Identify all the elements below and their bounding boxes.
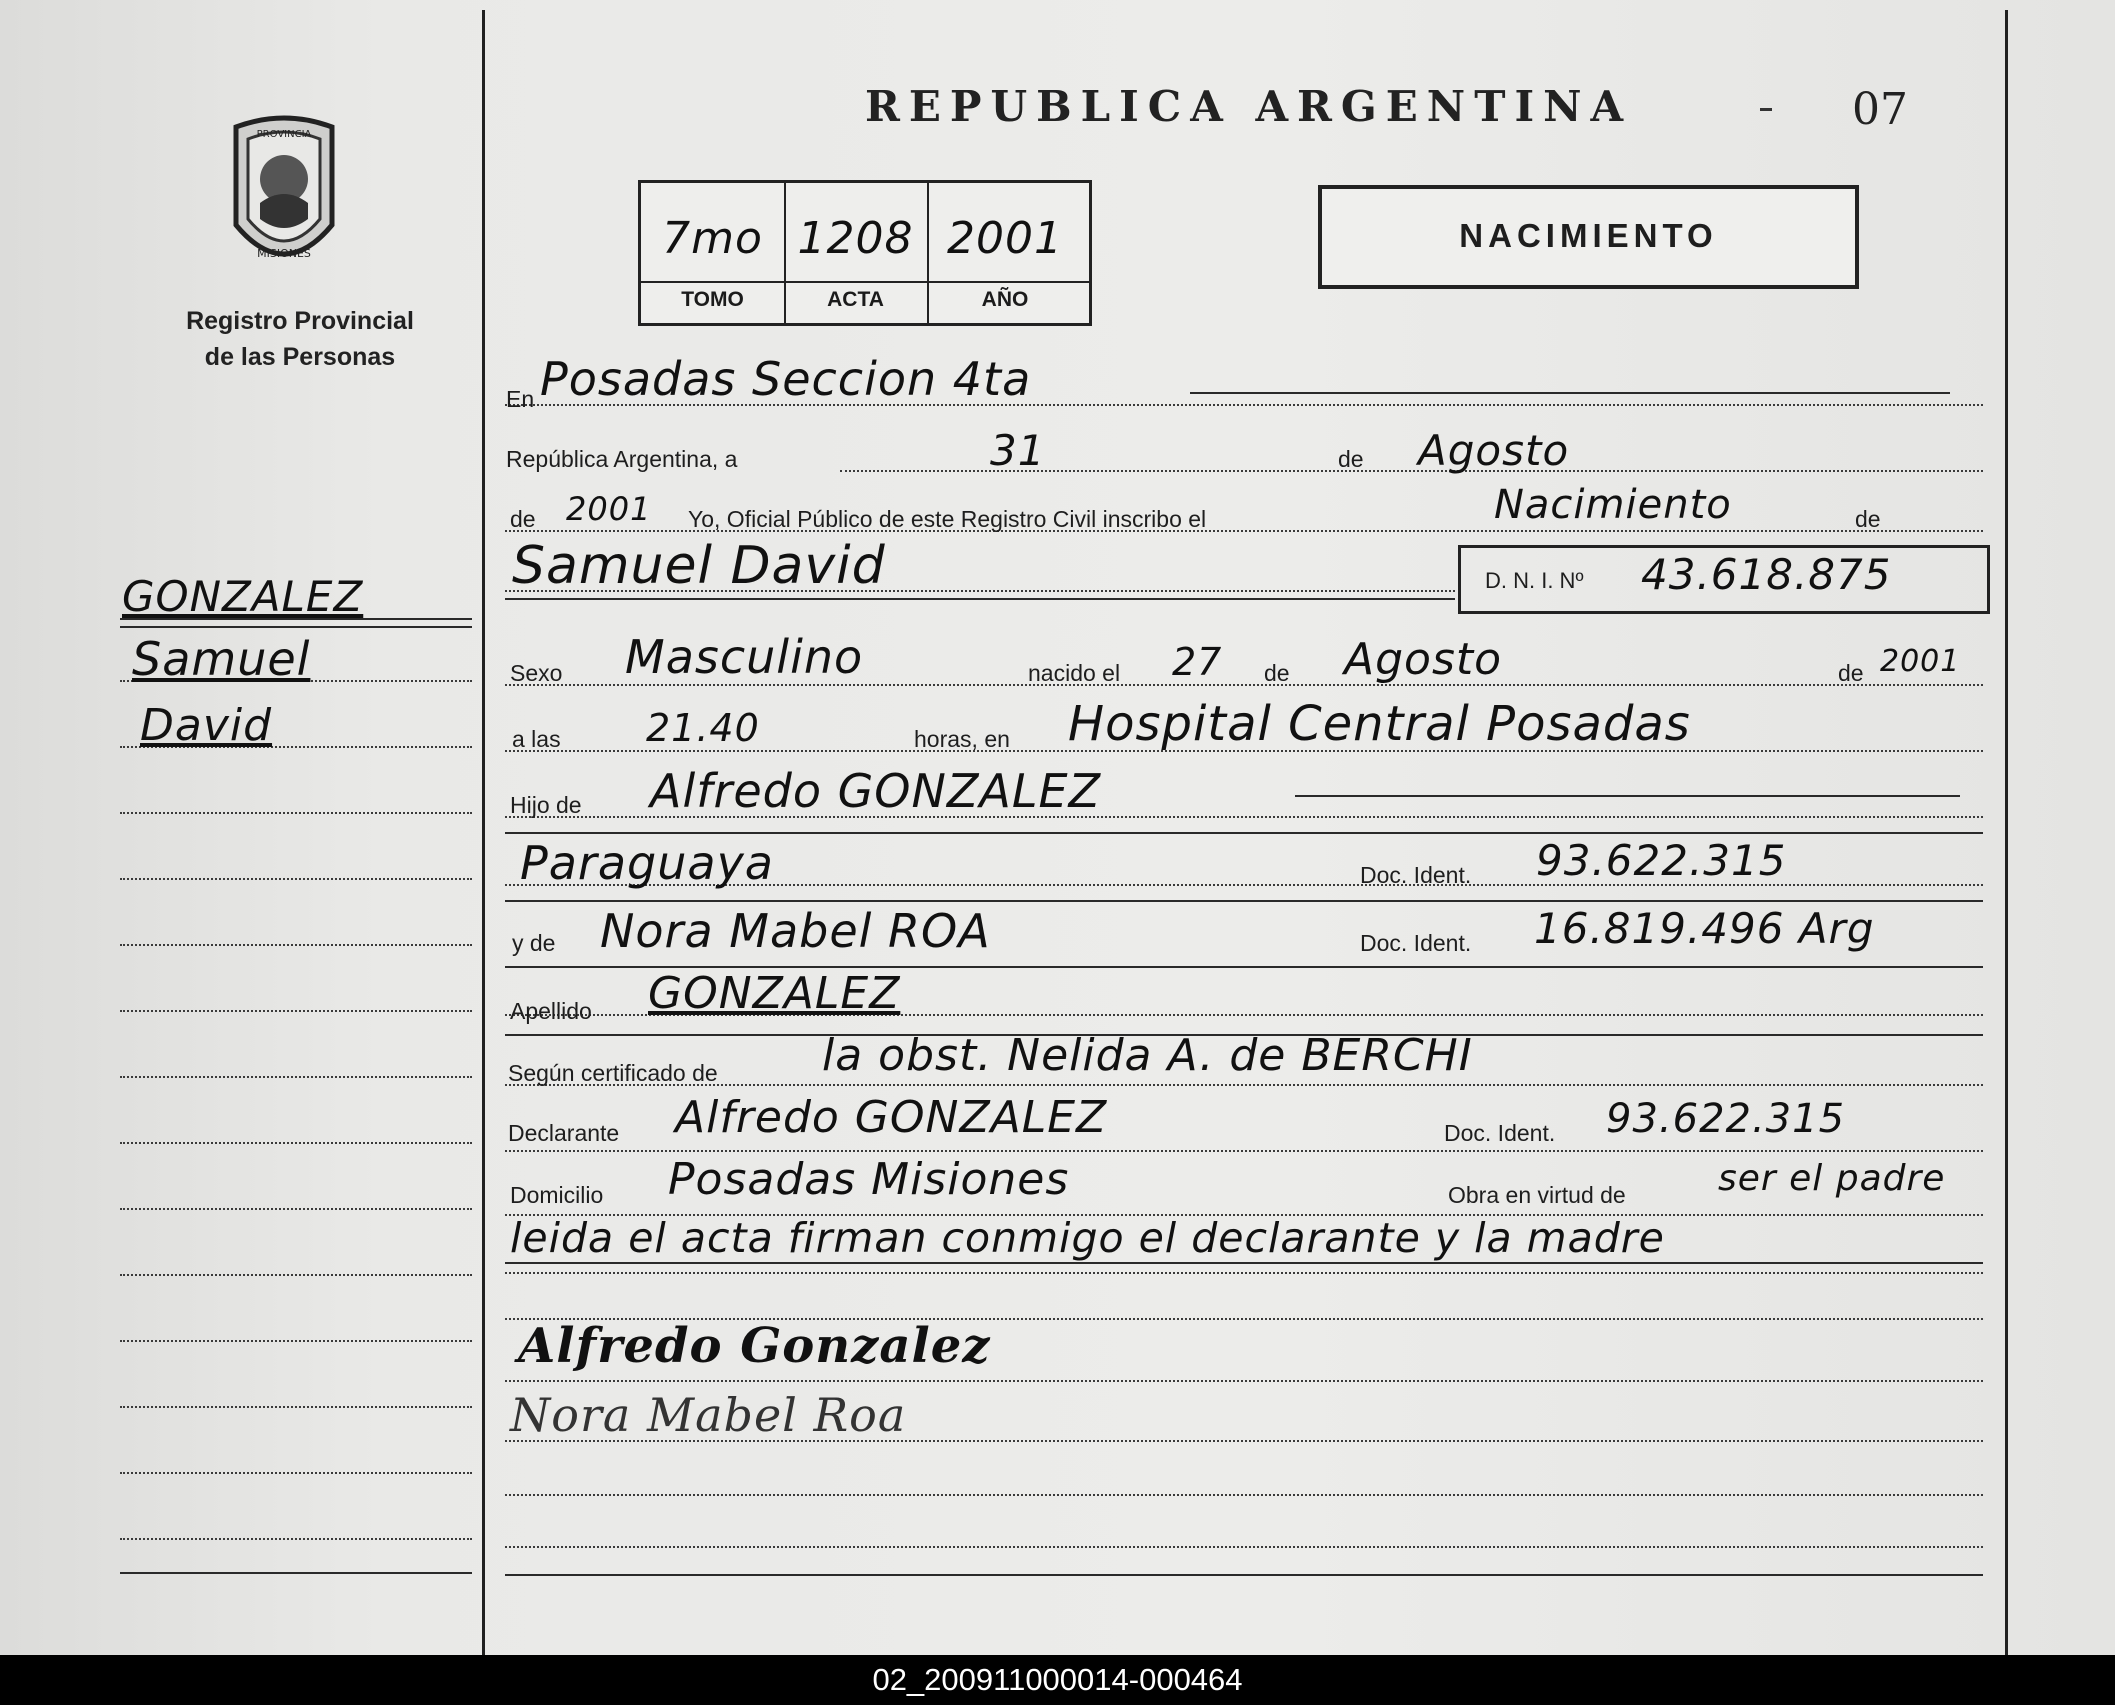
- form-line: [505, 900, 1983, 902]
- hijo-label: Hijo de: [510, 792, 582, 818]
- margin-line: [120, 1340, 472, 1342]
- hour-value: 21.40: [646, 706, 760, 750]
- margin-line: [120, 1208, 472, 1210]
- birth-month: Agosto: [1344, 634, 1503, 685]
- de-year-label: de: [510, 506, 536, 532]
- nacido-label: nacido el: [1028, 660, 1121, 686]
- tomo-cell: [641, 183, 786, 323]
- a-las-label: a las: [512, 726, 561, 752]
- margin-line: [120, 1538, 472, 1540]
- svg-text:PROVINCIA: PROVINCIA: [256, 129, 312, 140]
- seal-icon: [222, 115, 346, 275]
- domicilio-label: Domicilio: [510, 1182, 604, 1208]
- margin-line: [120, 1076, 472, 1078]
- margin-line: [120, 626, 472, 628]
- margin-surname: GONZALEZ: [122, 572, 364, 621]
- registry-name-line1: Registro Provincial: [186, 307, 414, 335]
- day-value: 31: [990, 426, 1046, 475]
- declarante-label: Declarante: [508, 1120, 620, 1146]
- declarante-doc: 93.622.315: [1606, 1096, 1846, 1142]
- tomo-label: TOMO: [681, 288, 744, 311]
- margin-line: [120, 944, 472, 946]
- en-label: En: [506, 386, 535, 412]
- person-name: Samuel David: [512, 536, 886, 596]
- en-value: Posadas Seccion 4ta: [540, 352, 1032, 406]
- acta-value: 1208: [797, 213, 914, 264]
- image-id-text: 02_200911000014-000464: [872, 1662, 1243, 1697]
- de-label: de: [1338, 446, 1364, 472]
- title-dash: [1760, 108, 1772, 111]
- segun-value: la obst. Nelida A. de BERCHI: [822, 1030, 1473, 1081]
- record-box: [638, 180, 1092, 326]
- acta-cell: [784, 183, 929, 323]
- obra-value: ser el padre: [1718, 1158, 1946, 1199]
- birth-day: 27: [1172, 640, 1223, 684]
- month-value: Agosto: [1418, 426, 1570, 475]
- tomo-value: 7mo: [662, 213, 763, 264]
- margin-line: [120, 1274, 472, 1276]
- father-doc: 93.622.315: [1536, 836, 1787, 885]
- form-line: [505, 1494, 1983, 1496]
- sexo-label: Sexo: [510, 660, 563, 686]
- divider-right: [2005, 10, 2008, 1655]
- form-line: [505, 598, 1455, 600]
- act-type-box: [1318, 185, 1859, 289]
- image-id-footer: [0, 1655, 2115, 1705]
- margin-line: [120, 1142, 472, 1144]
- ano-label: AÑO: [981, 288, 1029, 311]
- apellido-value: GONZALEZ: [648, 968, 901, 1019]
- de-label-3: de: [1264, 660, 1290, 686]
- segun-label: Según certificado de: [508, 1060, 718, 1086]
- birth-year: 2001: [1880, 644, 1961, 679]
- sexo-value: Masculino: [625, 630, 864, 684]
- svg-text:MISIONES: MISIONES: [257, 247, 311, 260]
- mother-name: Nora Mabel ROA: [600, 904, 991, 958]
- ano-value: 2001: [947, 213, 1063, 264]
- form-line: [1190, 392, 1950, 394]
- form-line: [505, 1150, 1983, 1152]
- acta-label: ACTA: [827, 288, 884, 311]
- margin-middle-name: David: [140, 700, 273, 751]
- dni-label: D. N. I. Nº: [1485, 568, 1584, 593]
- dni-value: 43.618.875: [1641, 550, 1892, 599]
- form-line: [505, 1546, 1983, 1548]
- apellido-label: Apellido: [510, 998, 592, 1024]
- margin-line: [120, 1472, 472, 1474]
- father-name: Alfredo GONZALEZ: [650, 764, 1102, 818]
- de-label-4: de: [1838, 660, 1864, 686]
- margin-first-name: Samuel: [132, 632, 311, 686]
- mother-doc: 16.819.496 Arg: [1534, 904, 1875, 953]
- place-value: Hospital Central Posadas: [1068, 696, 1691, 752]
- father-nationality: Paraguaya: [520, 836, 774, 890]
- read-line: leida el acta firman conmigo el declarante y la madre: [510, 1214, 1665, 1262]
- ano-cell: [927, 183, 1083, 323]
- domicilio-value: Posadas Misiones: [668, 1154, 1070, 1205]
- declarante-value: Alfredo GONZALEZ: [675, 1092, 1108, 1143]
- divider-left: [482, 10, 485, 1655]
- form-line: [505, 1574, 1983, 1576]
- page-title: REPUBLICA ARGENTINA: [865, 82, 1633, 131]
- form-line: [505, 684, 1983, 686]
- margin-line: [120, 812, 472, 814]
- obra-label: Obra en virtud de: [1448, 1182, 1626, 1208]
- doc-ident-label-3: Doc. Ident.: [1444, 1120, 1556, 1146]
- registry-name-line2: de las Personas: [204, 343, 396, 371]
- act-value: Nacimiento: [1494, 482, 1732, 528]
- year-value: 2001: [566, 490, 652, 528]
- form-line: [505, 832, 1983, 834]
- form-line: [505, 1262, 1983, 1264]
- doc-ident-label: Doc. Ident.: [1360, 862, 1472, 888]
- republica-label: República Argentina, a: [506, 446, 738, 472]
- record-box-divider: [641, 281, 1089, 283]
- act-type-label: NACIMIENTO: [1459, 217, 1718, 254]
- form-line: [505, 1380, 1983, 1382]
- margin-line: [120, 1406, 472, 1408]
- signature-mother: Nora Mabel Roa: [510, 1388, 907, 1442]
- margin-line: [120, 1010, 472, 1012]
- horas-label: horas, en: [914, 726, 1010, 752]
- margin-line: [120, 1572, 472, 1574]
- page-number: 07: [1852, 84, 1908, 135]
- yo-text: Yo, Oficial Público de este Registro Civil inscribo el: [688, 506, 1207, 532]
- dni-box: [1458, 545, 1990, 614]
- signature-father: Alfredo Gonzalez: [518, 1318, 991, 1374]
- form-line: [1295, 795, 1960, 797]
- margin-line: [120, 878, 472, 880]
- de-label-2: de: [1855, 506, 1881, 532]
- form-line: [505, 1272, 1983, 1274]
- y-de-label: y de: [512, 930, 556, 956]
- form-line: [505, 1084, 1983, 1086]
- doc-ident-label-2: Doc. Ident.: [1360, 930, 1472, 956]
